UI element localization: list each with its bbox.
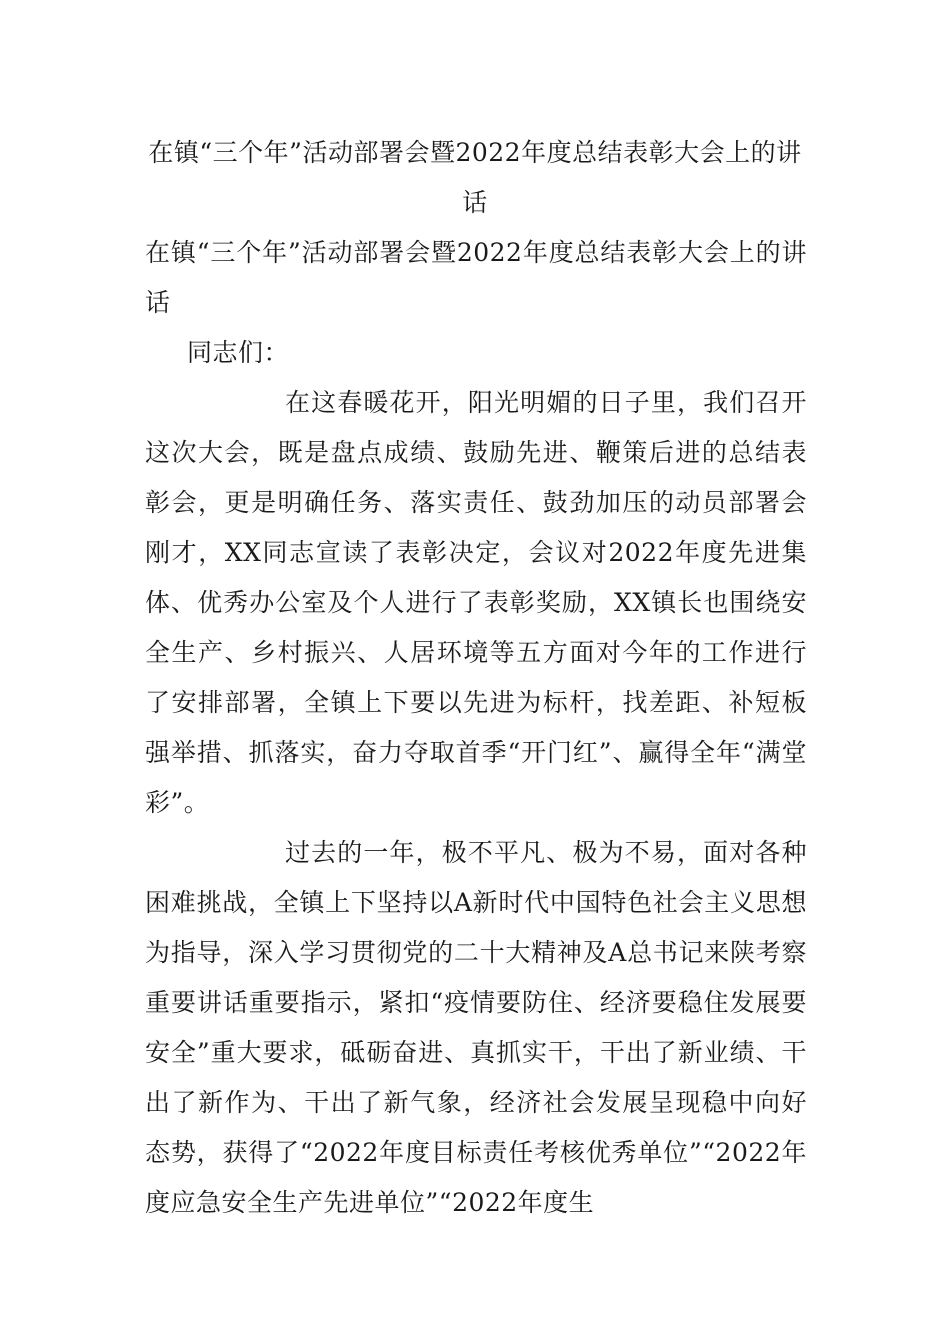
paragraph-2: 过去的一年，极不平凡、极为不易，面对各种困难挑战，全镇上下坚持以A新时代中国特色社会主义思想为指导，深入学习贯彻党的二十大精神及A总书记来陕考察重要讲话重要指示，紧扣“疫情要防住、经济要稳住发展要安全”重大要求，砥砺奋进、真抓实干，干出了新业绩、干出了新作为、干出了新气象，经济社会发展呈现稳中向好态势，获得了“2022年度目标责任考核优秀单位”“2022年度应急安全生产先进单位”“2022年度生 (145, 838, 807, 1217)
document-subtitle: 在镇“三个年”活动部署会暨2022年度总结表彰大会上的讲话 (145, 238, 807, 317)
document-title: 在镇“三个年”活动部署会暨2022年度总结表彰大会上的讲话 (148, 138, 802, 217)
document-body (145, 228, 807, 1228)
paragraph-1: 在这春暖花开，阳光明媚的日子里，我们召开这次大会，既是盘点成绩、鼓励先进、鞭策后进的总结表彰会，更是明确任务、落实责任、鼓劲加压的动员部署会刚才，XX同志宣读了表彰决定，会议对2022年度先进集体、优秀办公室及个人进行了表彰奖励，XX镇长也围绕安全生产、乡村振兴、人居环境等五方面对今年的工作进行了安排部署，全镇上下要以先进为标杆，找差距、补短板强举措、抓落实，奋力夺取首季“开门红”、赢得全年“满堂彩”。 (145, 388, 807, 817)
salutation: 同志们： (187, 338, 290, 367)
